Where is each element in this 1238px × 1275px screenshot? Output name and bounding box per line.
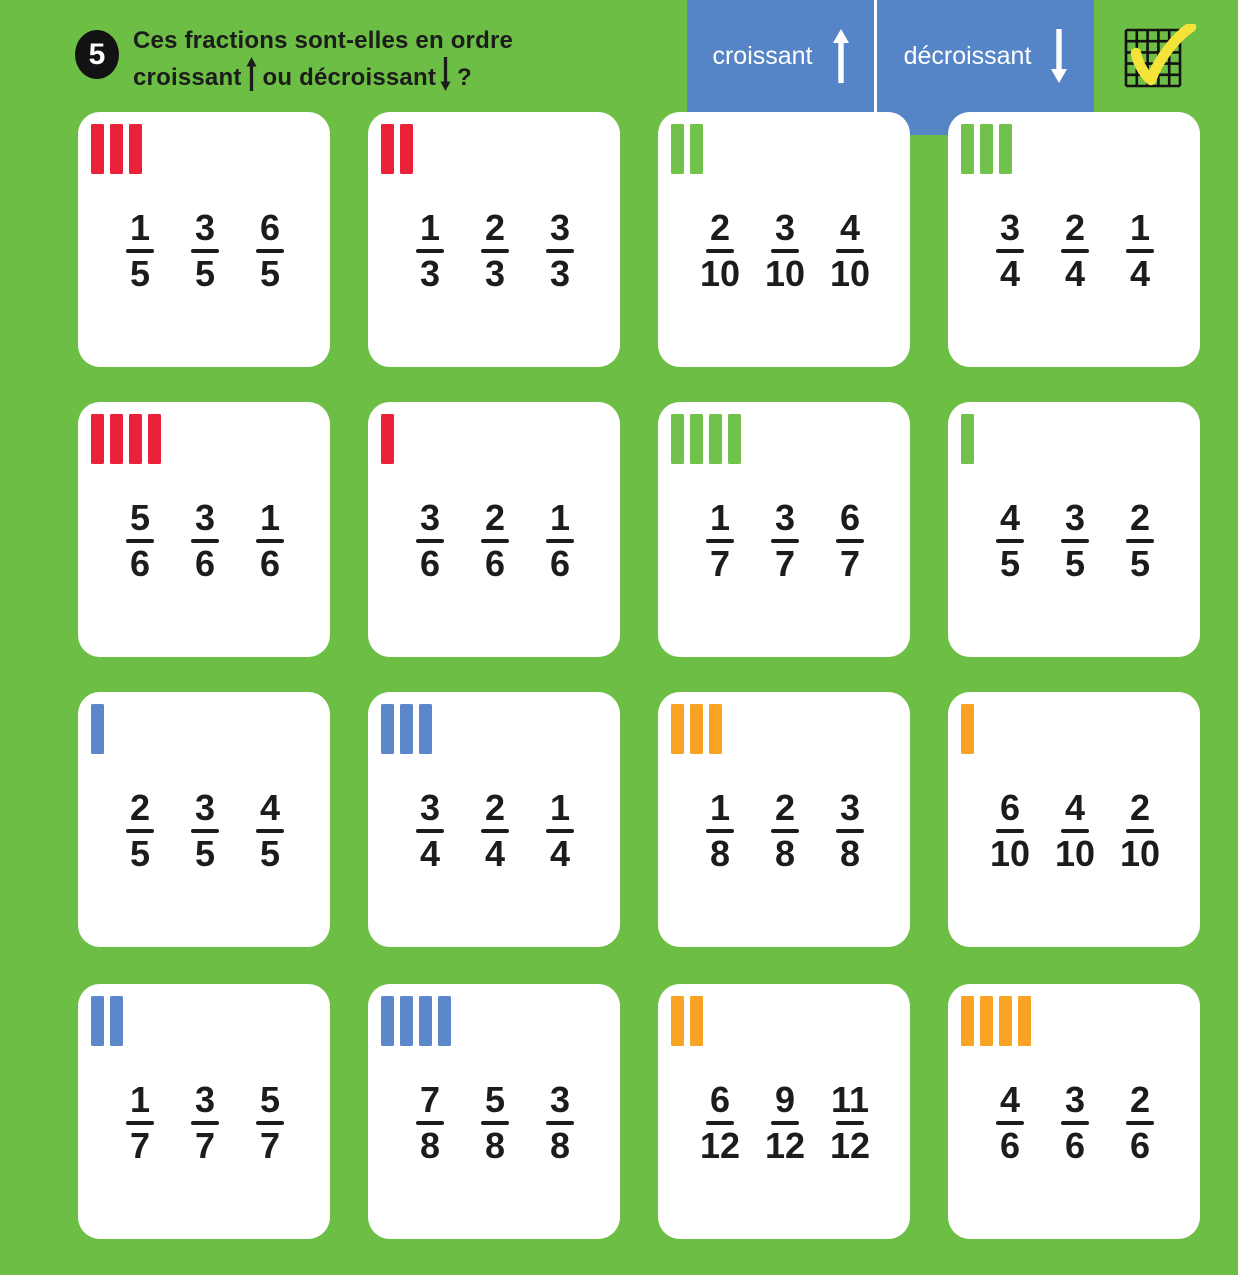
fraction-numerator: 3: [419, 787, 441, 828]
fraction-denominator: 12: [764, 1125, 806, 1166]
fraction-list: [699, 499, 871, 583]
fraction-numerator: 1: [129, 1079, 151, 1120]
fraction-card[interactable]: [948, 112, 1200, 367]
tally-marks: [671, 414, 741, 464]
fraction-numerator: 5: [259, 1079, 281, 1120]
tally-bar: [671, 996, 684, 1046]
fraction-numerator: 2: [709, 207, 731, 248]
tally-bar: [381, 996, 394, 1046]
tally-marks: [91, 704, 104, 754]
tally-bar: [381, 704, 394, 754]
question-number-badge: [75, 30, 119, 79]
fraction-numerator: 4: [999, 1079, 1021, 1120]
fraction-denominator: 7: [194, 1125, 216, 1166]
fraction-denominator: 12: [699, 1125, 741, 1166]
fraction-numerator: 1: [129, 207, 151, 248]
tally-bar: [709, 704, 722, 754]
fraction-list: [409, 499, 581, 583]
fraction-denominator: 8: [419, 1125, 441, 1166]
fraction-list: [119, 1081, 291, 1165]
fraction-card[interactable]: [658, 402, 910, 657]
fraction-numerator: 3: [774, 497, 796, 538]
fraction-numerator: 2: [484, 207, 506, 248]
fraction: [1119, 499, 1161, 583]
tally-marks: [381, 124, 413, 174]
fraction-numerator: 1: [549, 497, 571, 538]
fraction-numerator: 6: [709, 1079, 731, 1120]
fraction: [474, 499, 516, 583]
fraction-denominator: 8: [549, 1125, 571, 1166]
fraction-denominator: 10: [699, 253, 741, 294]
decroissant-button-label: décroissant: [903, 41, 1032, 70]
fraction-list: [119, 499, 291, 583]
fraction: [409, 499, 451, 583]
tally-bar: [980, 996, 993, 1046]
fraction-card[interactable]: [78, 402, 330, 657]
tally-bar: [980, 124, 993, 174]
fraction-denominator: 6: [1064, 1125, 1086, 1166]
fraction-numerator: 1: [419, 207, 441, 248]
tally-bar: [690, 124, 703, 174]
fraction: [249, 499, 291, 583]
fraction: [474, 789, 516, 873]
fraction: [1054, 499, 1096, 583]
fraction-denominator: 5: [194, 253, 216, 294]
fraction-numerator: 3: [839, 787, 861, 828]
fraction-denominator: 5: [194, 833, 216, 874]
fraction-card[interactable]: [658, 984, 910, 1239]
fraction-denominator: 7: [774, 543, 796, 584]
fraction: [184, 789, 226, 873]
fraction: [249, 209, 291, 293]
tally-bar: [690, 414, 703, 464]
tally-bar: [129, 124, 142, 174]
fraction-numerator: 3: [549, 207, 571, 248]
tally-bar: [961, 996, 974, 1046]
fraction-numerator: 4: [999, 497, 1021, 538]
fraction: [829, 209, 871, 293]
fraction-denominator: 3: [419, 253, 441, 294]
tally-marks: [961, 704, 974, 754]
fraction: [1054, 789, 1096, 873]
fraction: [184, 209, 226, 293]
tally-bar: [961, 704, 974, 754]
tally-bar: [999, 996, 1012, 1046]
fraction-numerator: 1: [259, 497, 281, 538]
fraction-denominator: 8: [484, 1125, 506, 1166]
fraction-numerator: 1: [549, 787, 571, 828]
fraction-numerator: 3: [419, 497, 441, 538]
tally-marks: [671, 124, 703, 174]
fraction-denominator: 4: [549, 833, 571, 874]
fraction: [1119, 789, 1161, 873]
fraction: [1054, 1081, 1096, 1165]
fraction-denominator: 7: [259, 1125, 281, 1166]
tally-bar: [999, 124, 1012, 174]
fraction-denominator: 5: [129, 253, 151, 294]
tally-bar: [671, 414, 684, 464]
tally-bar: [690, 996, 703, 1046]
fraction-numerator: 4: [1064, 787, 1086, 828]
fraction: [764, 209, 806, 293]
fraction-denominator: 4: [484, 833, 506, 874]
fraction-card[interactable]: [948, 692, 1200, 947]
page-title: [133, 25, 513, 94]
fraction-denominator: 10: [1054, 833, 1096, 874]
fraction-list: [699, 789, 871, 873]
fraction-numerator: 2: [1064, 207, 1086, 248]
fraction: [989, 499, 1031, 583]
down-arrow-icon: [439, 57, 452, 91]
croissant-button-label: croissant: [712, 41, 813, 70]
fraction-card[interactable]: [948, 984, 1200, 1239]
tally-bar: [438, 996, 451, 1046]
fraction-numerator: 3: [549, 1079, 571, 1120]
fraction: [409, 209, 451, 293]
fraction-list: [119, 789, 291, 873]
fraction: [764, 499, 806, 583]
fraction: [829, 499, 871, 583]
fraction-card[interactable]: [368, 402, 620, 657]
fraction: [1119, 209, 1161, 293]
tally-marks: [961, 124, 1012, 174]
fraction-numerator: 3: [999, 207, 1021, 248]
tally-marks: [91, 414, 161, 464]
tally-bar: [91, 996, 104, 1046]
fraction-list: [409, 1081, 581, 1165]
fraction: [539, 1081, 581, 1165]
fraction: [699, 499, 741, 583]
down-arrow-icon: [1051, 29, 1067, 83]
tally-marks: [381, 704, 432, 754]
fraction-denominator: 6: [1129, 1125, 1151, 1166]
tally-bar: [91, 124, 104, 174]
fraction: [474, 1081, 516, 1165]
fraction-card[interactable]: [368, 692, 620, 947]
fraction-numerator: 2: [129, 787, 151, 828]
tally-bar: [381, 414, 394, 464]
fraction: [474, 209, 516, 293]
fraction-denominator: 6: [999, 1125, 1021, 1166]
tally-marks: [671, 704, 722, 754]
fraction-numerator: 5: [129, 497, 151, 538]
check-grid-icon[interactable]: [1122, 24, 1198, 92]
fraction-card[interactable]: [78, 112, 330, 367]
tally-marks: [381, 414, 394, 464]
tally-bar: [728, 414, 741, 464]
fraction-denominator: 5: [1129, 543, 1151, 584]
tally-bar: [1018, 996, 1031, 1046]
fraction-denominator: 8: [839, 833, 861, 874]
fraction-list: [119, 209, 291, 293]
fraction: [119, 1081, 161, 1165]
fraction-numerator: 6: [259, 207, 281, 248]
fraction-list: [989, 1081, 1161, 1165]
tally-bar: [381, 124, 394, 174]
tally-marks: [381, 996, 451, 1046]
fraction-numerator: 4: [259, 787, 281, 828]
fraction-numerator: 3: [194, 497, 216, 538]
fraction-denominator: 6: [194, 543, 216, 584]
fraction: [764, 1081, 806, 1165]
fraction-denominator: 8: [774, 833, 796, 874]
fraction: [764, 789, 806, 873]
tally-bar: [110, 996, 123, 1046]
tally-bar: [419, 704, 432, 754]
fraction-list: [699, 1081, 871, 1165]
fraction-numerator: 3: [194, 1079, 216, 1120]
fraction-denominator: 3: [549, 253, 571, 294]
fraction-numerator: 3: [194, 787, 216, 828]
tally-marks: [961, 996, 1031, 1046]
fraction-list: [409, 789, 581, 873]
fraction: [539, 789, 581, 873]
fraction-denominator: 6: [129, 543, 151, 584]
croissant-button[interactable]: [687, 0, 874, 112]
fraction: [409, 1081, 451, 1165]
fraction-denominator: 5: [1064, 543, 1086, 584]
fraction: [119, 209, 161, 293]
fraction-list: [409, 209, 581, 293]
fraction-denominator: 6: [549, 543, 571, 584]
fraction-denominator: 12: [829, 1125, 871, 1166]
fraction: [539, 209, 581, 293]
fraction: [409, 789, 451, 873]
fraction-numerator: 7: [419, 1079, 441, 1120]
tally-bar: [110, 414, 123, 464]
fraction: [119, 499, 161, 583]
tally-bar: [400, 996, 413, 1046]
fraction-denominator: 5: [259, 253, 281, 294]
question-number: 5: [88, 37, 106, 71]
fraction-denominator: 7: [839, 543, 861, 584]
tally-bar: [690, 704, 703, 754]
tally-bar: [91, 414, 104, 464]
fraction: [249, 1081, 291, 1165]
fraction-denominator: 3: [484, 253, 506, 294]
fraction-card[interactable]: [658, 692, 910, 947]
fraction-denominator: 4: [1129, 253, 1151, 294]
fraction-numerator: 2: [774, 787, 796, 828]
tally-bar: [709, 414, 722, 464]
fraction: [184, 499, 226, 583]
fraction: [989, 789, 1031, 873]
fraction-numerator: 3: [1064, 1079, 1086, 1120]
fraction: [1054, 209, 1096, 293]
fraction-denominator: 10: [829, 253, 871, 294]
fraction-numerator: 9: [774, 1079, 796, 1120]
tally-marks: [961, 414, 974, 464]
title-line-1: Ces fractions sont-elles en ordre: [133, 27, 514, 54]
fraction-numerator: 2: [484, 787, 506, 828]
decroissant-button[interactable]: [877, 0, 1094, 112]
fraction: [249, 789, 291, 873]
fraction: [184, 1081, 226, 1165]
fraction-numerator: 1: [709, 787, 731, 828]
fraction-card[interactable]: [658, 112, 910, 367]
fraction: [829, 1081, 871, 1165]
fraction-numerator: 1: [709, 497, 731, 538]
tally-bar: [961, 414, 974, 464]
fraction-denominator: 5: [129, 833, 151, 874]
fraction-denominator: 10: [764, 253, 806, 294]
fraction: [539, 499, 581, 583]
fraction-denominator: 10: [989, 833, 1031, 874]
tally-bar: [419, 996, 432, 1046]
fraction-denominator: 6: [484, 543, 506, 584]
fraction-numerator: 6: [999, 787, 1021, 828]
tally-bar: [400, 704, 413, 754]
fraction-denominator: 6: [259, 543, 281, 584]
fraction: [829, 789, 871, 873]
tally-bar: [129, 414, 142, 464]
fraction: [699, 789, 741, 873]
tally-marks: [91, 124, 142, 174]
fraction-numerator: 2: [1129, 1079, 1151, 1120]
tally-bar: [961, 124, 974, 174]
fraction-denominator: 6: [419, 543, 441, 584]
fraction-denominator: 7: [709, 543, 731, 584]
fraction-list: [989, 499, 1161, 583]
fraction-numerator: 2: [484, 497, 506, 538]
fraction: [1119, 1081, 1161, 1165]
fraction-card[interactable]: [78, 984, 330, 1239]
fraction-numerator: 5: [484, 1079, 506, 1120]
tally-bar: [400, 124, 413, 174]
fraction-denominator: 10: [1119, 833, 1161, 874]
fraction: [119, 789, 161, 873]
fraction-numerator: 4: [839, 207, 861, 248]
fraction: [699, 209, 741, 293]
fraction-denominator: 7: [129, 1125, 151, 1166]
fraction: [699, 1081, 741, 1165]
fraction-numerator: 3: [774, 207, 796, 248]
fraction-numerator: 2: [1129, 787, 1151, 828]
fraction-card[interactable]: [78, 692, 330, 947]
fraction-list: [699, 209, 871, 293]
fraction-card[interactable]: [948, 402, 1200, 657]
fraction-numerator: 1: [1129, 207, 1151, 248]
fraction-numerator: 11: [830, 1079, 870, 1120]
tally-marks: [91, 996, 123, 1046]
fraction-denominator: 5: [259, 833, 281, 874]
fraction-card[interactable]: [368, 112, 620, 367]
fraction-numerator: 3: [194, 207, 216, 248]
fraction-numerator: 2: [1129, 497, 1151, 538]
tally-bar: [110, 124, 123, 174]
tally-bar: [671, 124, 684, 174]
tally-bar: [671, 704, 684, 754]
fraction-card[interactable]: [368, 984, 620, 1239]
fraction-numerator: 3: [1064, 497, 1086, 538]
fraction-denominator: 4: [999, 253, 1021, 294]
tally-marks: [671, 996, 703, 1046]
fraction-denominator: 4: [1064, 253, 1086, 294]
up-arrow-icon: [245, 57, 258, 91]
tally-bar: [91, 704, 104, 754]
fraction-list: [989, 209, 1161, 293]
fraction-denominator: 5: [999, 543, 1021, 584]
tally-bar: [148, 414, 161, 464]
title-line-2: croissant ou décroissant ?: [133, 57, 513, 94]
fraction-denominator: 4: [419, 833, 441, 874]
fraction: [989, 209, 1031, 293]
fraction-list: [989, 789, 1161, 873]
up-arrow-icon: [833, 29, 849, 83]
fraction-denominator: 8: [709, 833, 731, 874]
fraction-numerator: 6: [839, 497, 861, 538]
fraction: [989, 1081, 1031, 1165]
